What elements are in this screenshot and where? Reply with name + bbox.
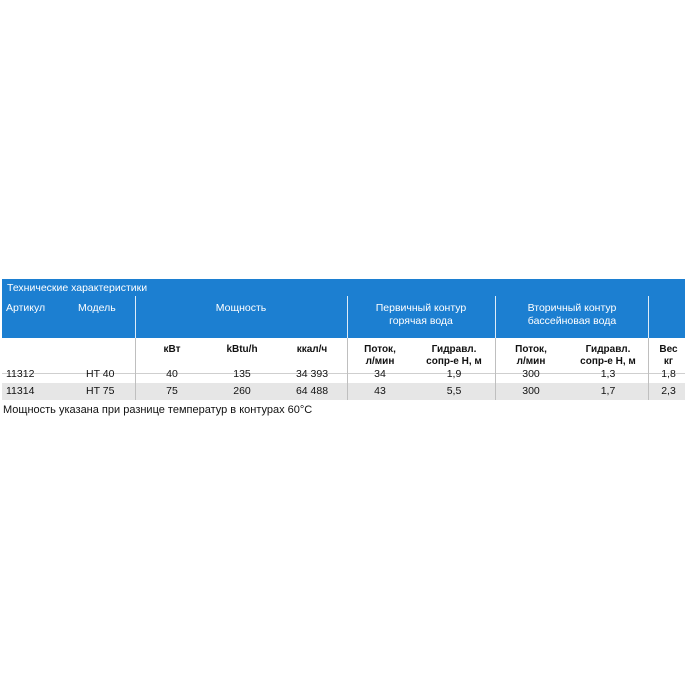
cell-secondary-resistance: 1,3 bbox=[600, 368, 616, 380]
cell-weight: 1,8 bbox=[661, 368, 676, 380]
cell-primary-resistance: 1,9 bbox=[446, 368, 462, 380]
unit-secondary-res-2: сопр-е Н, м bbox=[580, 356, 636, 367]
cell-kcal: 34 393 bbox=[295, 368, 329, 380]
cell-secondary-resistance: 1,7 bbox=[600, 385, 616, 397]
header-power: Мощность bbox=[215, 302, 267, 314]
table-title-bar bbox=[2, 279, 685, 296]
cell-primary-flow: 43 bbox=[374, 385, 386, 397]
column-divider bbox=[347, 366, 348, 400]
header-divider bbox=[648, 296, 649, 338]
unit-primary-res-1: Гидравл. bbox=[431, 344, 477, 355]
header-divider bbox=[495, 296, 496, 338]
cell-model: HT 40 bbox=[86, 368, 115, 380]
unit-primary-resistance bbox=[412, 344, 496, 368]
header-secondary-circuit bbox=[496, 302, 648, 328]
cell-kw: 40 bbox=[166, 368, 178, 380]
header-secondary-line1: Вторичный контур bbox=[527, 302, 617, 314]
unit-kw: кВт bbox=[163, 344, 181, 355]
unit-kcal: ккал/ч bbox=[296, 344, 328, 355]
unit-secondary-flow bbox=[499, 344, 563, 368]
unit-primary-res-2: сопр-е Н, м bbox=[426, 356, 482, 367]
cell-weight: 2,3 bbox=[661, 385, 676, 397]
cell-secondary-flow: 300 bbox=[522, 385, 540, 397]
cell-article: 11312 bbox=[6, 368, 35, 380]
unit-secondary-res-1: Гидравл. bbox=[585, 344, 631, 355]
footnote: Мощность указана при разнице температур в контурах 60°C bbox=[3, 404, 313, 416]
cell-kbtu: 135 bbox=[233, 368, 251, 380]
unit-weight bbox=[652, 344, 685, 368]
column-divider bbox=[135, 366, 136, 400]
table-row bbox=[2, 366, 685, 383]
column-divider bbox=[495, 366, 496, 400]
unit-kbtu: kBtu/h bbox=[226, 344, 258, 355]
unit-weight-1: Вес bbox=[659, 344, 678, 355]
table-header bbox=[2, 296, 685, 338]
cell-kbtu: 260 bbox=[233, 385, 251, 397]
cell-primary-flow: 34 bbox=[374, 368, 386, 380]
header-primary-line1: Первичный контур bbox=[375, 302, 467, 314]
cell-model: HT 75 bbox=[86, 385, 115, 397]
table-row bbox=[2, 383, 685, 400]
unit-primary-flow-1: Поток, bbox=[364, 344, 396, 355]
header-primary-line2: горячая вода bbox=[389, 315, 453, 327]
header-secondary-line2: бассейновая вода bbox=[527, 315, 617, 327]
cell-article: 11314 bbox=[6, 385, 35, 397]
column-divider bbox=[648, 366, 649, 400]
cell-kw: 75 bbox=[166, 385, 178, 397]
unit-weight-2: кг bbox=[663, 356, 674, 367]
unit-primary-flow bbox=[350, 344, 410, 368]
header-article: Артикул bbox=[6, 302, 46, 314]
unit-secondary-flow-2: л/мин bbox=[516, 356, 546, 367]
table-title: Технические характеристики bbox=[7, 282, 148, 294]
header-primary-circuit bbox=[348, 302, 494, 328]
header-model: Модель bbox=[78, 302, 116, 314]
unit-secondary-resistance bbox=[566, 344, 650, 368]
cell-secondary-flow: 300 bbox=[522, 368, 540, 380]
unit-secondary-flow-1: Поток, bbox=[515, 344, 547, 355]
cell-primary-resistance: 5,5 bbox=[446, 385, 462, 397]
unit-primary-flow-2: л/мин bbox=[365, 356, 395, 367]
cell-kcal: 64 488 bbox=[295, 385, 329, 397]
header-divider bbox=[347, 296, 348, 338]
header-divider bbox=[135, 296, 136, 338]
